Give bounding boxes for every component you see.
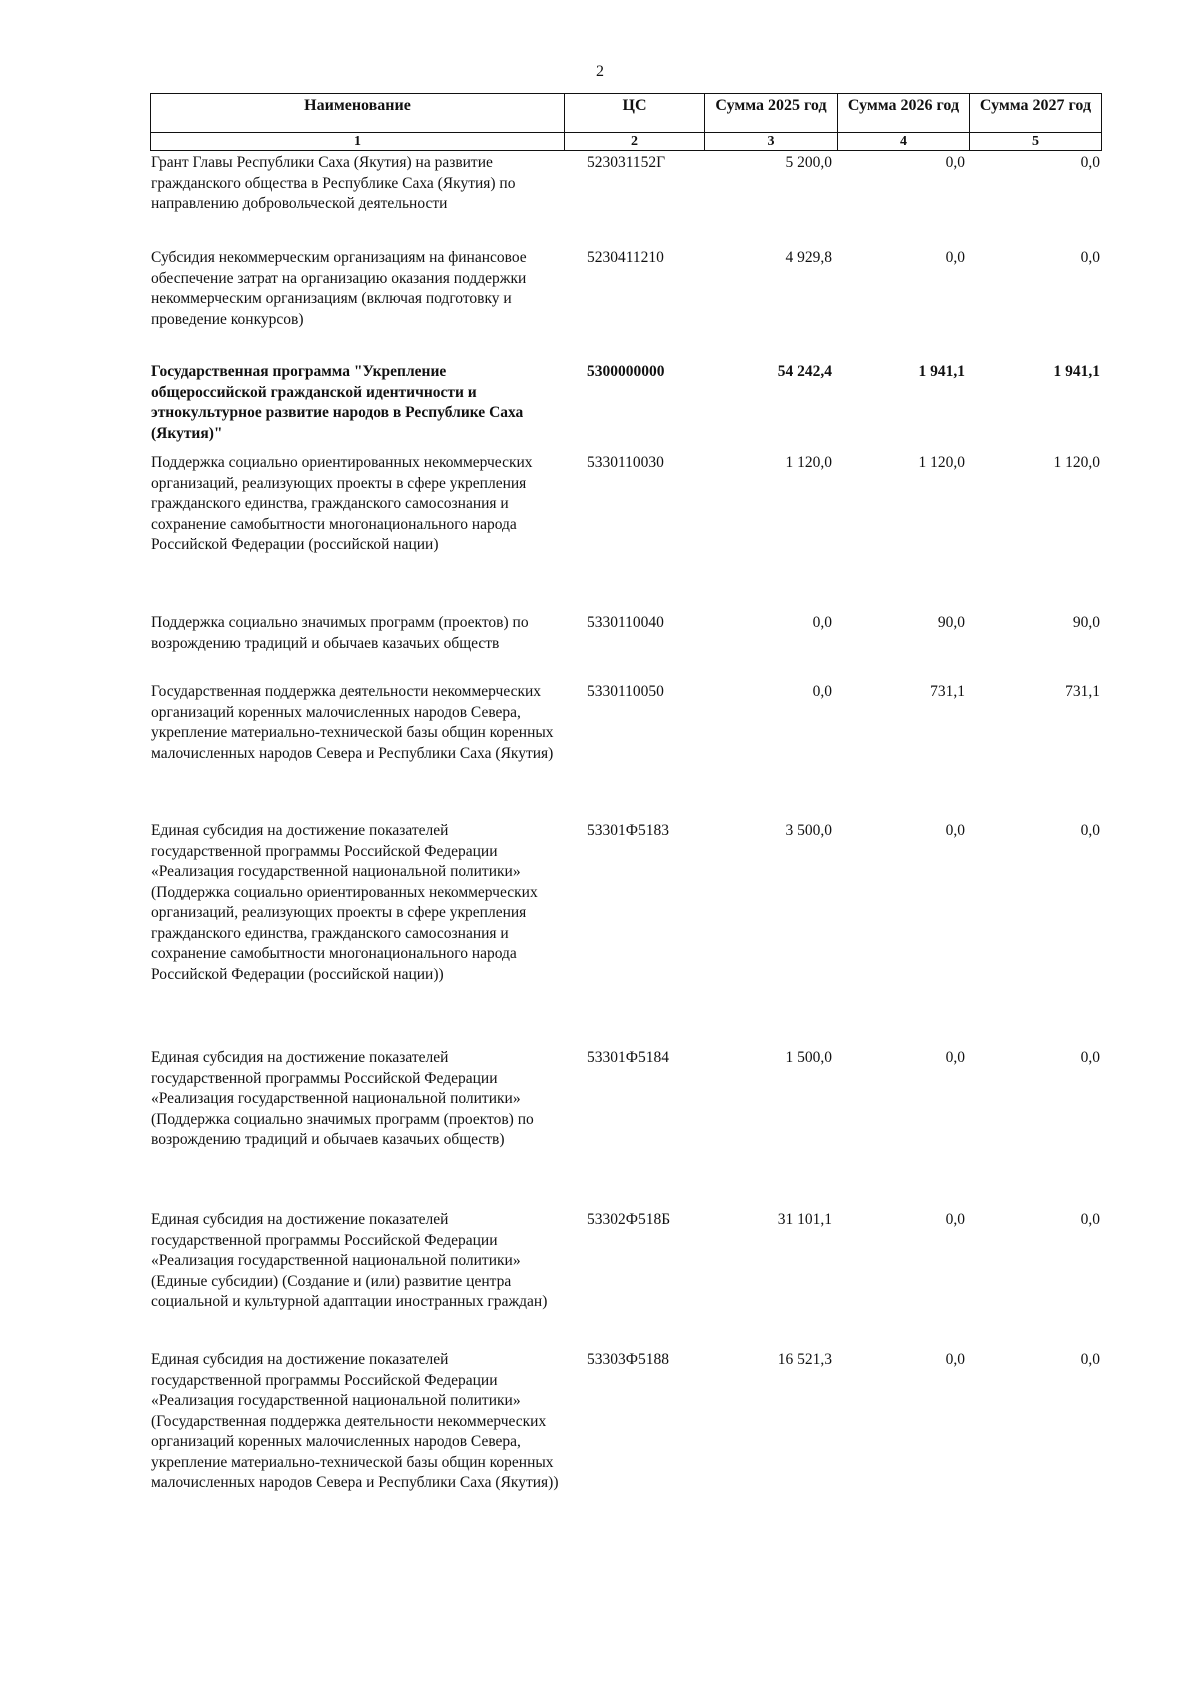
row-2025: 0,0 [812, 614, 832, 631]
row-2026: 90,0 [937, 614, 965, 631]
column-number-5: 5 [970, 133, 1102, 151]
row-2025: 31 101,1 [777, 1211, 832, 1228]
row-2026: 0,0 [945, 1049, 965, 1066]
row-cs: 5330110040 [587, 614, 664, 631]
row-name: Единая субсидия на достижение показателей государственной программы Российской Федерации «Реализация государственной национальной политики» (Единые субсидии) (Создание и (или) развитие центра социальной и культурной адаптации иностранных граждан) [151, 1211, 548, 1310]
row-name: Поддержка социально значимых программ (проектов) по возрождению традиций и обычаев казачьих обществ [151, 614, 529, 652]
row-2025: 54 242,4 [777, 363, 832, 380]
row-cs: 5300000000 [587, 363, 665, 380]
row-2025: 5 200,0 [785, 154, 832, 171]
row-2025: 4 929,8 [785, 249, 832, 266]
row-2027: 0,0 [1080, 822, 1100, 839]
row-2027: 1 941,1 [1053, 363, 1100, 380]
row-2027: 0,0 [1080, 154, 1100, 171]
row-2027: 731,1 [1065, 683, 1100, 700]
column-number-3: 3 [705, 133, 838, 151]
row-name: Единая субсидия на достижение показателей государственной программы Российской Федерации «Реализация государственной национальной политики» (Поддержка социально ориентированных некоммерческих организаций, реализующих проекты в сфере укрепления гражданского единства, гражданского самосознания и сохранение самобытности многонационального народа Российской Федерации (российской нации)) [151, 822, 538, 983]
row-2026: 0,0 [945, 822, 965, 839]
row-name: Государственная программа "Укрепление общероссийской гражданской идентичности и этнокультурное развитие народов в Республике Саха (Якутия)" [151, 363, 524, 442]
row-2027: 1 120,0 [1053, 454, 1100, 471]
row-name: Субсидия некоммерческим организациям на финансовое обеспечение затрат на организацию оказания поддержки некоммерческим организациям (включая подготовку и проведение конкурсов) [151, 249, 527, 328]
column-header-name: Наименование [151, 94, 565, 133]
row-2027: 90,0 [1072, 614, 1100, 631]
row-2027: 0,0 [1080, 1351, 1100, 1368]
row-cs: 5230411210 [587, 249, 664, 266]
row-2025: 3 500,0 [785, 822, 832, 839]
row-cs: 53301Ф5184 [587, 1049, 669, 1066]
page-number: 2 [596, 63, 604, 80]
row-name: Единая субсидия на достижение показателей государственной программы Российской Федерации «Реализация государственной национальной политики» (Государственная поддержка деятельности некоммерческих организаций коренных малочисленных народов Севера, укрепление материально-технической базы общин коренных малочисленных народов Севера и Республики Саха (Якутия)) [151, 1351, 559, 1491]
row-2025: 0,0 [812, 683, 832, 700]
row-2026: 0,0 [945, 249, 965, 266]
row-cs: 53303Ф5188 [587, 1351, 669, 1368]
column-header-cs: ЦС [565, 94, 705, 133]
row-cs: 53302Ф518Б [587, 1211, 671, 1228]
row-name: Государственная поддержка деятельности некоммерческих организаций коренных малочисленных народов Севера, укрепление материально-технической базы общин коренных малочисленных народов Севера и Республики Саха (Якутия) [151, 683, 554, 762]
row-cs: 5330110050 [587, 683, 664, 700]
row-cs: 523031152Г [587, 154, 666, 171]
column-header-2026: Сумма 2026 год [838, 94, 970, 133]
row-2025: 1 120,0 [785, 454, 832, 471]
row-2026: 731,1 [930, 683, 965, 700]
column-header-2027: Сумма 2027 год [970, 94, 1102, 133]
row-2026: 1 941,1 [918, 363, 965, 380]
row-name: Грант Главы Республики Саха (Якутия) на развитие гражданского общества в Республике Саха (Якутия) по направлению добровольческой деятельности [151, 154, 516, 212]
column-number-1: 1 [151, 133, 565, 151]
row-name: Единая субсидия на достижение показателей государственной программы Российской Федерации «Реализация государственной национальной политики» (Поддержка социально значимых программ (проектов) по возрождению традиций и обычаев казачьих обществ) [151, 1049, 534, 1148]
row-cs: 53301Ф5183 [587, 822, 669, 839]
row-2027: 0,0 [1080, 1211, 1100, 1228]
column-number-4: 4 [838, 133, 970, 151]
row-2027: 0,0 [1080, 249, 1100, 266]
row-2026: 0,0 [945, 154, 965, 171]
row-2025: 1 500,0 [785, 1049, 832, 1066]
row-2026: 1 120,0 [918, 454, 965, 471]
row-2027: 0,0 [1080, 1049, 1100, 1066]
row-2025: 16 521,3 [777, 1351, 832, 1368]
row-cs: 5330110030 [587, 454, 664, 471]
row-2026: 0,0 [945, 1351, 965, 1368]
row-name: Поддержка социально ориентированных некоммерческих организаций, реализующих проекты в сфере укрепления гражданского единства, гражданского самосознания и сохранение самобытности многонационального народа Российской Федерации (российской нации) [151, 454, 533, 553]
column-header-2025: Сумма 2025 год [705, 94, 838, 133]
column-number-2: 2 [565, 133, 705, 151]
row-2026: 0,0 [945, 1211, 965, 1228]
